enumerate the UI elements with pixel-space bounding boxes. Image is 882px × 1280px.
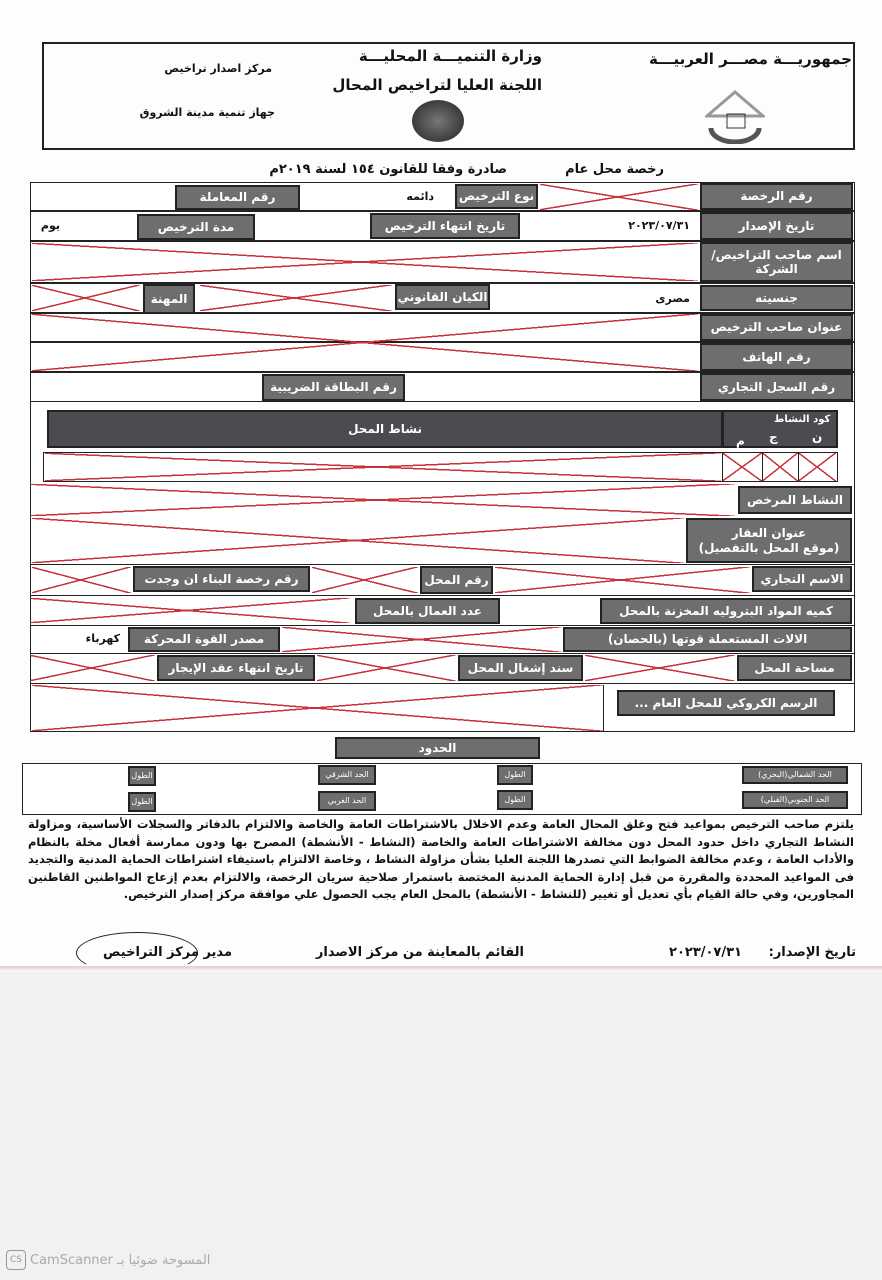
occupancy-deed-redacted — [317, 655, 456, 681]
owner-name-label: اسم صاحب التراخيص/ الشركة — [700, 242, 853, 282]
west-length-label: الطول — [128, 792, 156, 812]
scan-background — [0, 968, 882, 1280]
sketch-label: الرسم الكروكي للمحل العام ... — [617, 690, 835, 716]
building-permit-redacted — [32, 567, 131, 593]
commercial-register-label: رقم السجل التجاري — [700, 373, 853, 401]
duration-unit: يوم — [40, 219, 60, 232]
trade-name-redacted — [495, 567, 750, 593]
license-type: رخصة محل عام — [565, 162, 664, 177]
license-kind-label: نوع الترخيص — [455, 184, 538, 209]
legal-entity-redacted — [200, 285, 392, 311]
code-j-redacted — [762, 453, 798, 481]
duration-label: مدة الترخيص — [137, 214, 255, 240]
divider — [30, 564, 855, 565]
divider — [30, 683, 855, 684]
watermark-text: المسوحة ضوئيا بـ CamScanner — [30, 1252, 211, 1268]
activity-code-label: كود النشاط — [774, 414, 831, 425]
code-n-redacted — [798, 453, 836, 481]
law-reference: صادرة وفقا للقانون ١٥٤ لسنة ٢٠١٩م — [269, 162, 507, 177]
power-source-label: مصدر القوة المحركة — [128, 627, 280, 652]
licensed-activity-label: النشاط المرخص — [738, 486, 852, 514]
legal-entity-label: الكيان القانوني — [395, 284, 490, 310]
issue-date-value: ٢٠٢٣/٠٧/٣١ — [628, 219, 690, 232]
country-title: جمهوريـــة مصـــر العربيـــة — [649, 50, 852, 68]
licensed-activity-redacted — [30, 484, 735, 516]
activity-code-header — [722, 410, 838, 448]
committee-title: اللجنة العليا لتراخيص المحال — [332, 76, 542, 94]
manager-label: مدير مركز التراخيص — [103, 945, 232, 960]
trade-name-label: الاسم التجاري — [752, 566, 852, 592]
license-number-label: رقم الرخصة — [700, 183, 853, 210]
footer-issue-date-value: ٢٠٢٣/٠٧/٣١ — [669, 945, 742, 960]
divider — [30, 595, 855, 596]
south-boundary-label: الحد الجنوبي(القبلي) — [742, 791, 848, 809]
camscanner-logo-icon: CS — [6, 1250, 26, 1270]
lease-expiry-redacted — [30, 655, 155, 681]
west-boundary-label: الحد الغربي — [318, 791, 376, 811]
footer-issue-date-label: تاريخ الإصدار: — [768, 945, 856, 960]
nationality-value: مصرى — [655, 292, 690, 305]
address-phone-redacted — [32, 314, 698, 371]
building-permit-label: رقم رخصة البناء ان وجدت — [133, 566, 310, 592]
phone-label: رقم الهاتف — [700, 343, 853, 371]
divider — [30, 653, 855, 654]
divider — [30, 625, 855, 626]
lease-expiry-label: تاريخ انتهاء عقد الإيجار — [157, 655, 315, 681]
shop-number-redacted — [312, 567, 418, 593]
tax-card-label: رقم البطاقة الضريبية — [262, 374, 405, 401]
issue-date-label: تاريخ الإصدار — [700, 212, 853, 240]
nationality-label: جنسيته — [700, 285, 853, 311]
expiry-date-label: تاريخ انتهاء الترخيص — [370, 213, 520, 239]
east-length-label: الطول — [128, 766, 156, 786]
ministry-title: وزارة التنميـــة المحليـــة — [358, 47, 542, 65]
machines-label: الالات المستعملة قوتها (بالحصان) — [563, 627, 852, 652]
eagle-seal-logo — [412, 100, 464, 142]
shop-area-label: مساحة المحل — [737, 655, 852, 681]
north-boundary-label: الحد الشمالي(البحري) — [742, 766, 848, 784]
shorouk-logo — [705, 88, 765, 144]
code-n: ن — [812, 430, 823, 444]
workers-label: عدد العمال بالمحل — [355, 598, 500, 624]
authority-name: جهاز تنمية مدينة الشروق — [139, 106, 275, 119]
property-address-label — [686, 518, 852, 563]
license-kind-value: دائمه — [406, 190, 434, 203]
north-length-label: الطول — [497, 765, 533, 785]
shop-number-label: رقم المحل — [420, 566, 493, 594]
activity-redacted — [45, 453, 721, 481]
occupancy-deed-label: سند إشغال المحل — [458, 655, 583, 681]
property-address-subtitle: (موقع المحل بالتفصيل) — [698, 540, 840, 555]
paper-tear-edge — [0, 966, 882, 972]
petroleum-qty-label: كميه المواد البتروليه المخزنة بالمحل — [600, 598, 852, 624]
inspector-label: القائم بالمعاينة من مركز الاصدار — [315, 945, 524, 960]
transaction-number-label: رقم المعاملة — [175, 185, 300, 210]
shop-area-redacted — [585, 655, 735, 681]
terms-paragraph: يلتزم صاحب الترخيص بمواعيد فتح وغلق المحال العامة وعدم الاخلال بالاشتراطات العامة والخاصة والالتزام بالدفاتر والسجلات الأساسية، ومزاولة النشاط التجاري داخل حدود المحل دون مخالفة الاشتراطات العامة والخاصة (النشاط - الأنشطة) المصرح بها ودون ممارسة أفعال مخلة بالنظام والأداب العامة ، وعدم مخالفة الضوابط التي تصدرها اللجنة العليا بشأن مزاولة النشاط ، وخاصة الالتزام باستيفاء اشتراطات الحماية المدنية والتجديد فى المواعيد المحددة والمقررة من قبل إدارة الحماية المدنية المختصة باستمرار صلاحية سريان الرخصة، والالتزام بعدم إزعاج المواطنين القاطنين المجاورين، وفي حالة القيام بأي تعديل أو تغيير (للنشاط - الأنشطة) بالمحل العام يجب الحصول علي موافقة مركز إصدار الترخيص. — [28, 817, 854, 901]
boundaries-header: الحدود — [335, 737, 540, 759]
machines-redacted — [282, 627, 561, 652]
code-m: م — [736, 434, 745, 448]
east-boundary-label: الحد الشرقي — [318, 765, 376, 785]
center-name: مركز اصدار تراخيص — [164, 62, 272, 75]
license-number-value-redacted — [540, 184, 698, 210]
workers-redacted — [30, 598, 350, 623]
owner-name-redacted — [32, 243, 698, 281]
property-address-redacted — [32, 518, 684, 563]
camscanner-watermark — [6, 1250, 210, 1270]
code-j: ج — [769, 430, 778, 444]
sketch-redacted — [32, 685, 604, 731]
profession-label: المهنة — [143, 284, 195, 314]
activity-header: نشاط المحل — [47, 410, 723, 448]
profession-redacted — [32, 285, 140, 311]
power-source-value: كهرباء — [85, 632, 120, 645]
south-length-label: الطول — [497, 790, 533, 810]
owner-address-label: عنوان صاحب الترخيص — [700, 314, 853, 341]
code-m-redacted — [722, 453, 762, 481]
property-address-title: عنوان العقار — [731, 526, 807, 541]
